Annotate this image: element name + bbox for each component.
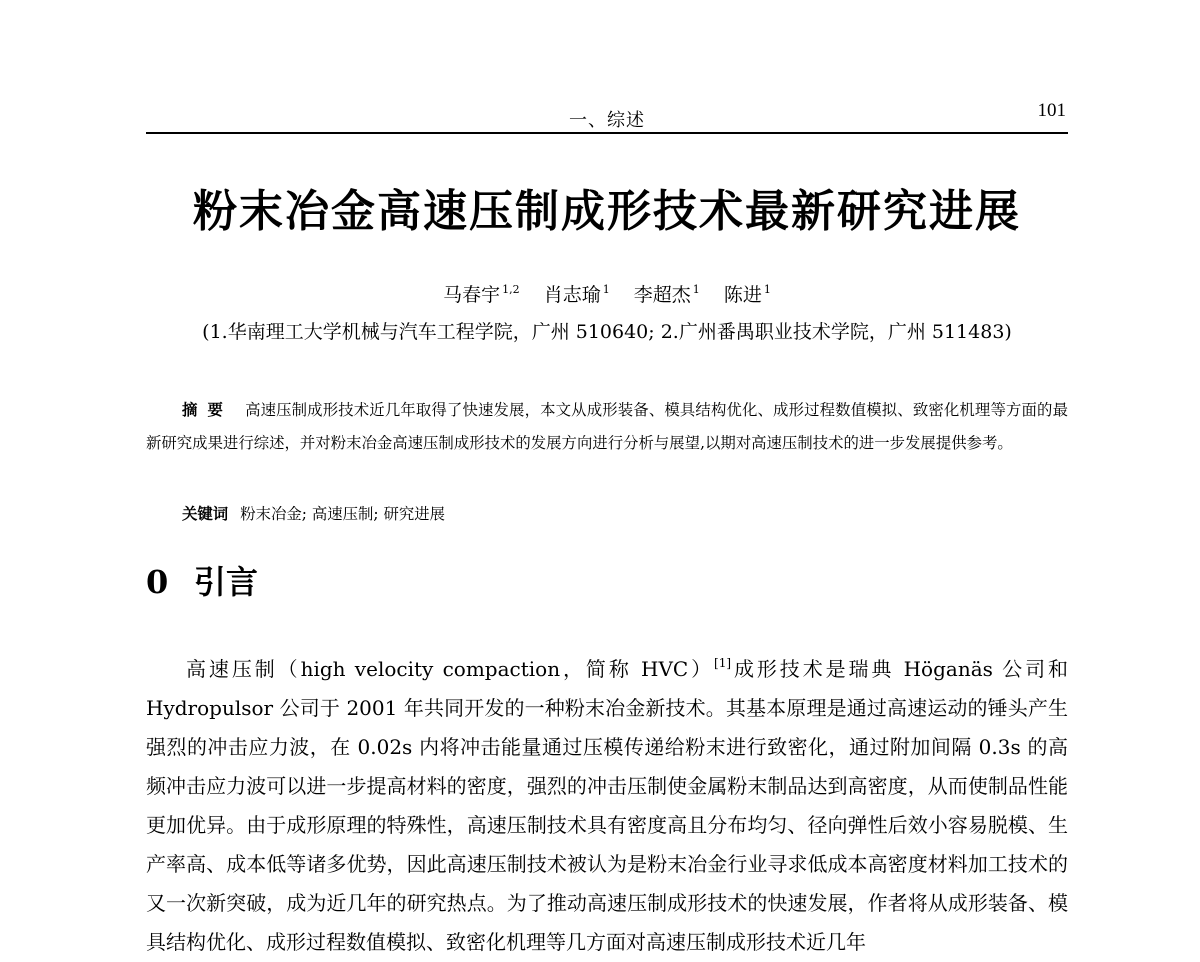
paper-title: 粉末冶金高速压制成形技术最新研究进展 (193, 186, 1021, 237)
header-rule (146, 132, 1068, 134)
section-number: 0 (146, 563, 169, 601)
author (443, 284, 520, 306)
author-affiliation-mark: 1 (763, 283, 771, 296)
citation-ref: [1] (714, 656, 732, 670)
affiliation: (1.华南理工大学机械与汽车工程学院，广州 510640; 2.广州番禺职业技术学院，广州 511483) (202, 321, 1012, 343)
author-name: 马春宇 (443, 284, 501, 306)
keywords-text: 粉末冶金; 高速压制; 研究进展 (240, 505, 446, 523)
author-list (146, 276, 1068, 309)
author-name: 陈进 (723, 284, 762, 306)
author-affiliation-mark: 1,2 (502, 283, 520, 296)
author (724, 284, 771, 306)
author (544, 284, 610, 306)
author (634, 284, 700, 306)
body-text-start: 高速压制（high velocity compaction，简称 HVC） (186, 657, 715, 681)
abstract (146, 394, 1068, 460)
author-affiliation-mark: 1 (602, 283, 610, 296)
keywords (182, 500, 1068, 528)
section-title: 引言 (194, 563, 259, 601)
section-heading (146, 558, 258, 606)
running-header-section: 一、综述 (569, 110, 645, 131)
running-header (146, 96, 1068, 134)
keywords-label: 关键词 (182, 505, 229, 523)
author-name: 李超杰 (633, 284, 691, 306)
page-number: 101 (1037, 100, 1066, 121)
body-paragraph (146, 644, 1068, 962)
abstract-label: 摘要 (182, 401, 234, 419)
body-text-rest: 成形技术是瑞典 Höganäs 公司和 Hydropulsor 公司于 2001 年共同开发的一种粉末冶金新技术。其基本原理是通过高速运动的锤头产生强烈的冲击应力波，在 0.02s 内将冲击能量通过压模传递给粉末进行致密化，通过附加间隔 0.3s 的高频冲击应力波可以进一步提高材料的密度，强烈的冲击压制使金属粉末制品达到高密度，从而使制品性能更加优异。由于成形原理的特殊性，高速压制技术具有密度高且分布均匀、径向弹性后效小容易脱模、生产率高、成本低等诸多优势，因此高速压制技术被认为是粉末冶金行业寻求低成本高密度材料加工技术的又一次新突破，成为近几年的研究热点。为了推动高速压制成形技术的快速发展，作者将从成形装备、模具结构优化、成形过程数值模拟、致密化机理等几方面对高速压制成形技术近几年 (146, 657, 1068, 954)
author-name: 肖志瑜 (543, 284, 601, 306)
author-affiliation-mark: 1 (692, 283, 700, 296)
abstract-text: 高速压制成形技术近几年取得了快速发展，本文从成形装备、模具结构优化、成形过程数值模拟、致密化机理等方面的最新研究成果进行综述，并对粉末冶金高速压制成形技术的发展方向进行分析与展望,以期对高速压制技术的进一步发展提供参考。 (146, 401, 1068, 452)
